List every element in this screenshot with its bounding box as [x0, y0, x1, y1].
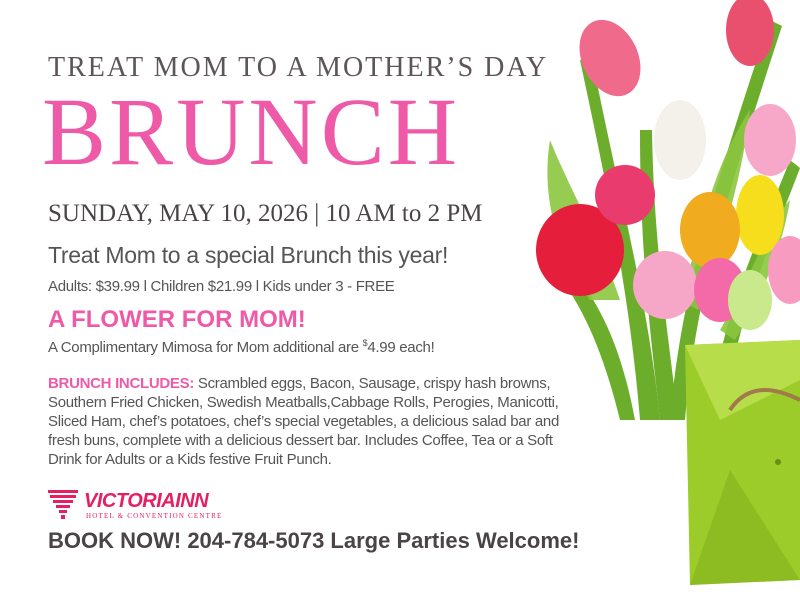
- mimosa-price: 4.99 each!: [367, 339, 435, 356]
- brunch-includes: [48, 374, 588, 469]
- lead-text: Treat Mom to a special Brunch this year!: [48, 242, 449, 268]
- brand-name: VICTORIAINN: [84, 490, 209, 512]
- booking-line: BOOK NOW! 204-784-5073 Large Parties Welcome!: [48, 528, 580, 553]
- mimosa-price-symbol: $: [362, 338, 368, 348]
- pricing-text: Adults: $39.99 l Children $21.99 l Kids under 3 - FREE: [48, 278, 395, 295]
- includes-label: BRUNCH INCLUDES:: [48, 375, 195, 392]
- flower-heading: A FLOWER FOR MOM!: [48, 306, 306, 333]
- mimosa-offer: [48, 338, 434, 356]
- victoria-inn-logo: [48, 488, 288, 522]
- headline-intro: TREAT MOM TO A MOTHER’S DAY: [48, 52, 549, 83]
- brand-subtitle: HOTEL & CONVENTION CENTRE: [86, 512, 223, 520]
- victoria-inn-v-icon: [48, 488, 78, 522]
- event-date-time: SUNDAY, MAY 10, 2026 | 10 AM to 2 PM: [48, 200, 483, 227]
- includes-text: Scrambled eggs, Bacon, Sausage, crispy hash browns, Southern Fried Chicken, Swedish Meatballs,Cabbage Rolls, Perogies, Manicotti, Sliced Ham, chef’s potatoes, chef’s special vegetables, a delicious salad bar and fresh buns, complete with a delicious dessert bar. Includes Coffee, Tea or a Soft Drink for Adults or a Kids festive Fruit Punch.: [48, 375, 560, 468]
- headline-brunch: BRUNCH: [42, 78, 461, 185]
- mimosa-text: A Complimentary Mimosa for Mom additional are: [48, 339, 363, 356]
